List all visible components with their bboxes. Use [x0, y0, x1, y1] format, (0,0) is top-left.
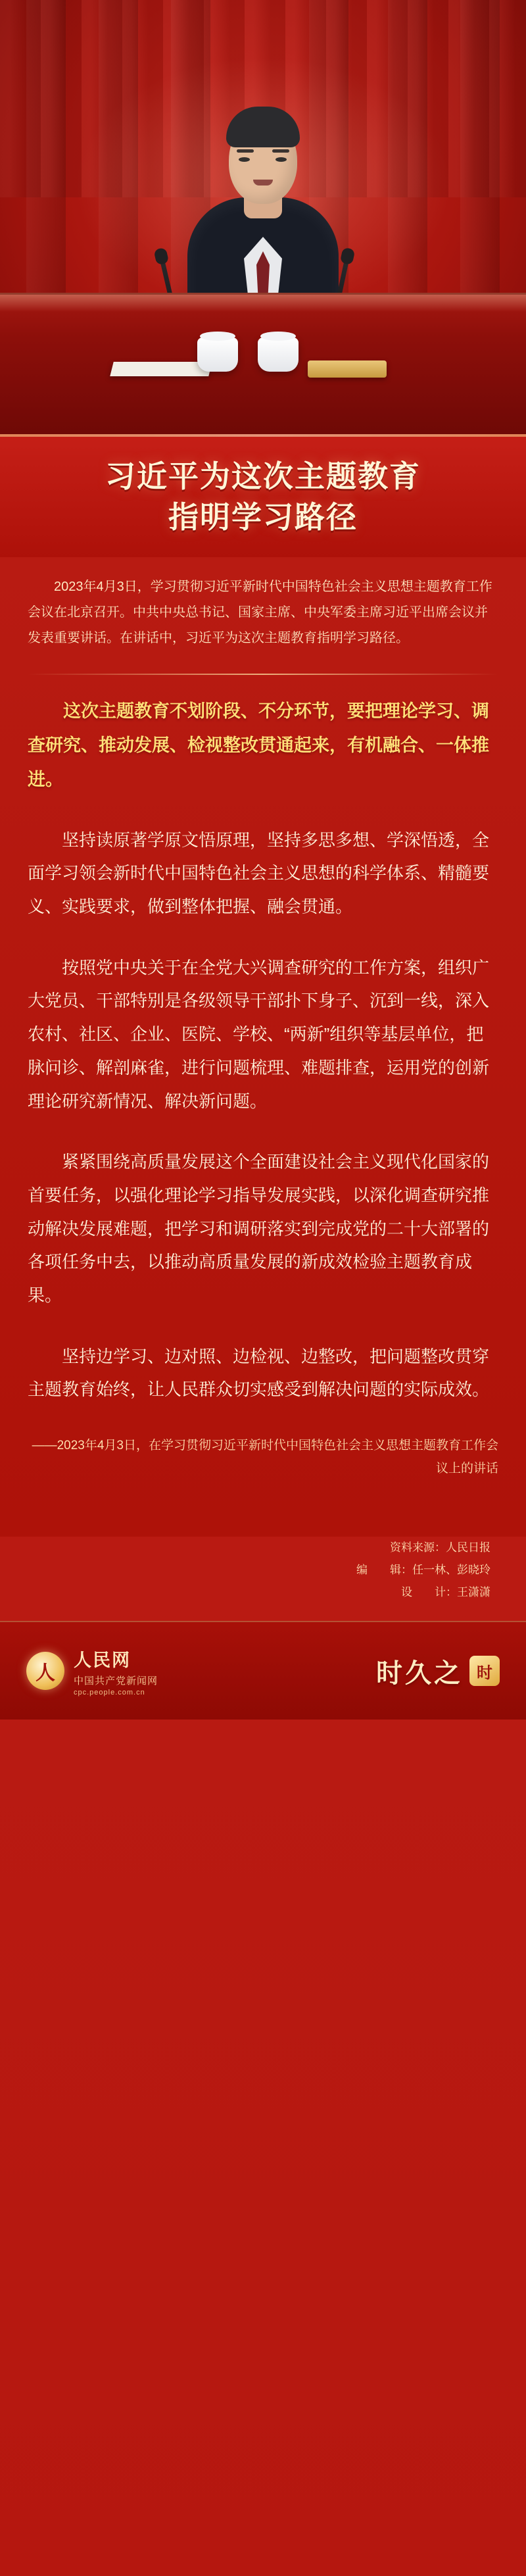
article-body: [0, 557, 526, 1537]
article-signoff: ——2023年4月3日，在学习贯彻习近平新时代中国特色社会主义思想主题教育工作会议上的讲话: [32, 1439, 498, 1476]
article-paragraph: 坚持读原著学原文悟原理，坚持多思多想、学深悟透，全面学习领会新时代中国特色社会主义思想的科学体系、精髓要义、实践要求，做到整体把握、融会贯通。: [28, 830, 490, 917]
column-brand[interactable]: [376, 1652, 500, 1690]
mouth: [253, 180, 273, 186]
people-logo-icon: 人: [26, 1652, 64, 1690]
article-lede: 2023年4月3日，学习贯彻习近平新时代中国特色社会主义思想主题教育工作会议在北京召开。中共中央总书记、国家主席、中央军委主席习近平出席会议并发表重要讲话。在讲话中，习近平为这次主题教育指明学习路径。: [28, 580, 492, 646]
hair: [226, 107, 300, 147]
hero-photo: [0, 0, 526, 434]
credits-block: [0, 1537, 526, 1621]
people-cn-logo[interactable]: [26, 1646, 158, 1697]
gold-tray: [308, 360, 387, 378]
page-title-line2: 指明学习路径: [168, 499, 358, 534]
eye-left: [239, 157, 250, 162]
logo-subtitle: 中国共产党新闻网: [74, 1675, 158, 1687]
eye-right: [275, 157, 287, 162]
page-title-line1: 习近平为这次主题教育: [105, 459, 421, 493]
logo-title: 人民网: [74, 1650, 131, 1670]
credit-designer: 设 计：王潇潇: [401, 1586, 490, 1599]
brand-name: 时久之: [376, 1658, 463, 1688]
highlight-quote: 这次主题教育不划阶段、不分环节，要把理论学习、调查研究、推动发展、检视整改贯通起来，有机融合、一体推进。: [28, 701, 489, 789]
credit-editor: 编 辑：任一林、彭晓玲: [356, 1564, 490, 1577]
eyebrow-left: [237, 149, 254, 153]
divider: [28, 674, 498, 675]
brand-seal-icon: 时: [469, 1656, 500, 1686]
credit-source: 资料来源：人民日报: [390, 1541, 490, 1554]
article-paragraph: 紧紧围绕高质量发展这个全面建设社会主义现代化国家的首要任务，以强化理论学习指导发展实践，以深化调查研究推动解决发展难题，把学习和调研落实到完成党的二十大部署的各项任务中去，以推动高质量发展的新成效检验主题教育成果。: [28, 1152, 490, 1305]
footer-bar: [0, 1621, 526, 1720]
teacup-icon: [197, 337, 238, 372]
document-papers: [110, 362, 212, 376]
teacup-icon: [258, 337, 299, 372]
desk-edge: [0, 295, 526, 312]
title-band: [0, 434, 526, 557]
eyebrow-right: [272, 149, 289, 153]
article-paragraph: 按照党中央关于在全党大兴调查研究的工作方案，组织广大党员、干部特别是各级领导干部扑下身子、沉到一线，深入农村、社区、企业、医院、学校、“两新”组织等基层单位，把脉问诊、解剖麻雀，进行问题梳理、难题排查，运用党的创新理论研究新情况、解决新问题。: [28, 957, 490, 1111]
article-paragraph: 坚持边学习、边对照、边检视、边整改，把问题整改贯穿主题教育始终，让人民群众切实感受到解决问题的实际成效。: [28, 1346, 490, 1400]
logo-url: cpc.people.com.cn: [74, 1688, 145, 1697]
